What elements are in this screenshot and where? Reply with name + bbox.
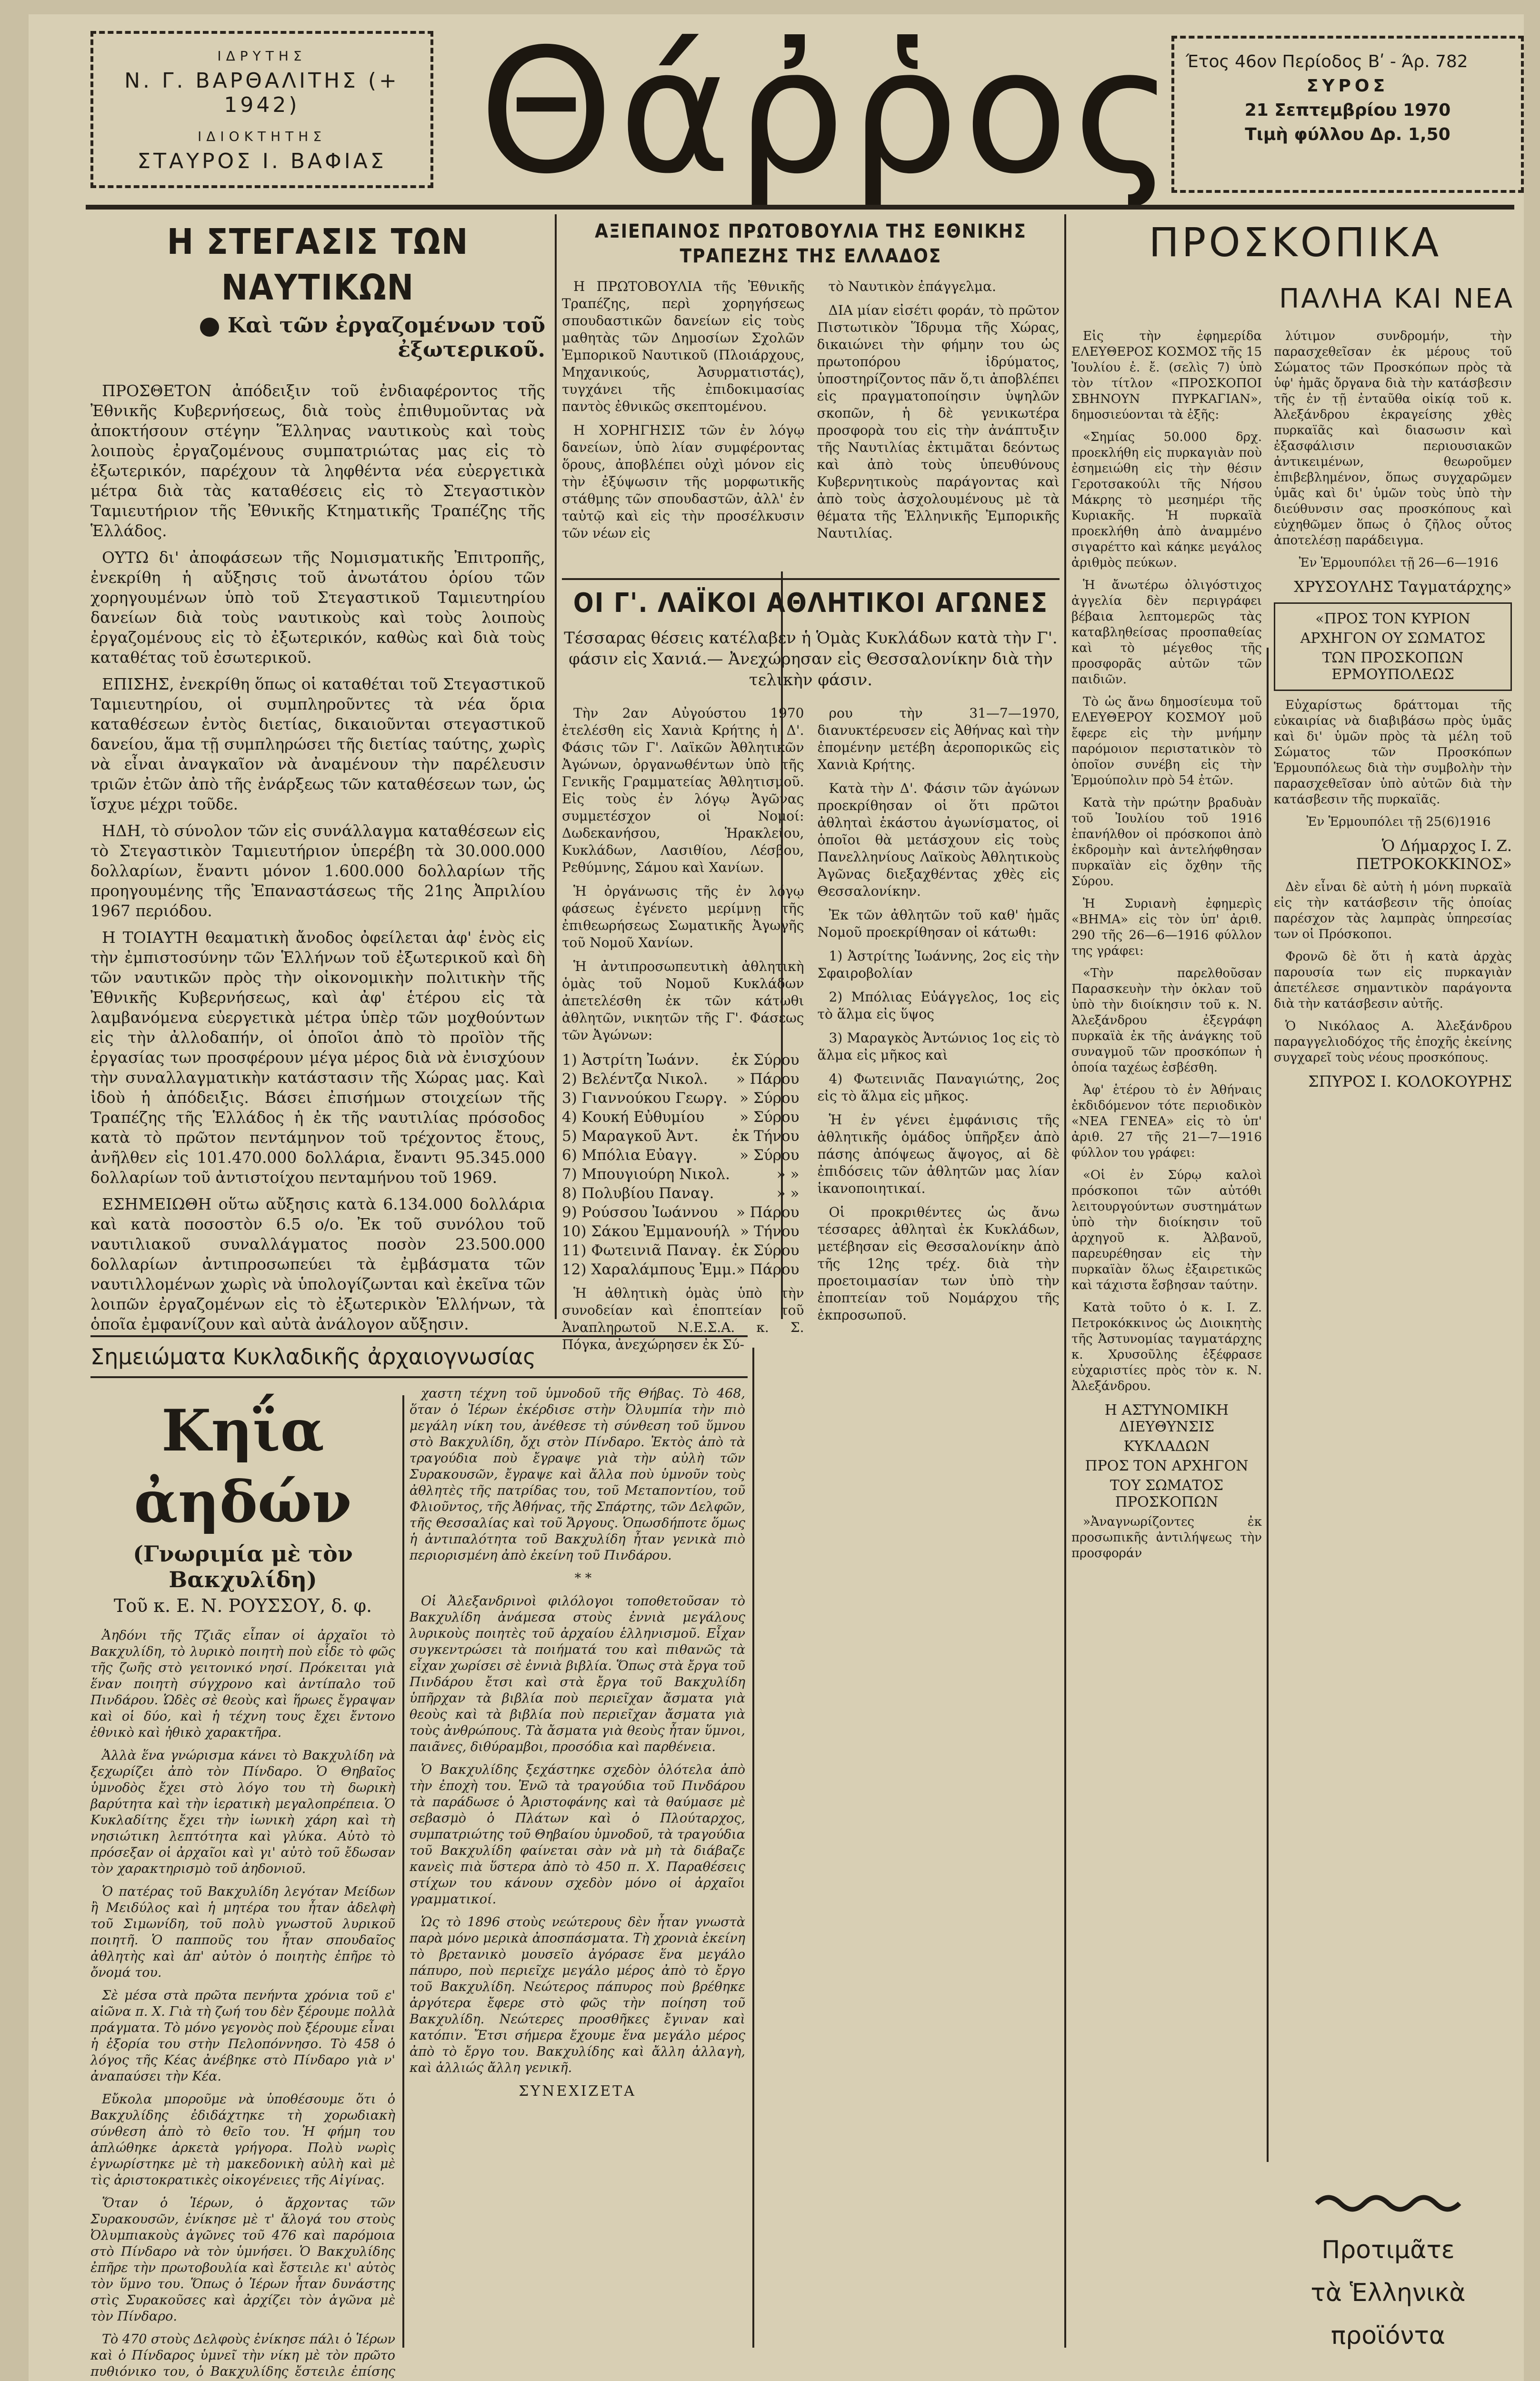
paragraph: Ὡς τὸ 1896 στοὺς νεώτερους δὲν ἦταν γνωστὰ παρὰ μόνο μερικὰ ἀποσπάσματα. Τὴ χρονιὰ ἐκείνη τὸ βρετανικὸ μουσεῖο ἀγόρασε ἕνα μεγάλο πάπυρο, ποὺ περιεῖχε μεγάλο μέρος ἀπὸ τὸ ἔργο τοῦ Βακχυλίδη. Νεώτερος πάπυρος ποὺ βρέθηκε ἀργότερα ἔφερε στὸ φῶς τὴν ποίηση τοῦ Βακχυλίδη. Νεώτερες προσθῆκες ἔγιναν καὶ κατόπιν. Ἔτσι σήμερα ἔχουμε ἕνα μεγάλο μέρος ἀπὸ τὸ ἔργο του. Βακχυλίδης καὶ ἄλλη ἀλλαγὴ, καὶ ἀλλιώς ἄλλη γενικῆ. [410, 1915, 745, 2075]
bullet-icon [200, 318, 219, 337]
promo-line: προϊόντα [1330, 2321, 1446, 2350]
paragraph: «Σημίας 50.000 δρχ. προεκλήθη εἰς πυρκαγιὰν ποὺ ἐσημειώθη εἰς τὴν θέσιν Γεροτσακούλι τῆς Νήσου Μάκρης τὸ μεσημέρι τῆς Κυριακῆς. Ἡ πυρκαϊὰ προεκλήθη ἀπὸ ἀναμμένο σιγαρέττο καὶ κάηκε μεγάλος ἀριθμὸς πεύκων. [1071, 430, 1262, 570]
column-divider [1064, 214, 1066, 2348]
column-divider [752, 1348, 754, 2348]
paragraph: Ὅταν ὁ Ἱέρων, ὁ ἄρχοντας τῶν Συρακουσῶν, ἐνίκησε μὲ τ' ἄλογά του στοὺς Ὀλυμπιακοὺς ἀγῶνες τοῦ 476 καὶ παρόμοια στὸ Πίνδαρο νὰ τὸν ὑμνήσει. Ὁ Βακχυλίδης ἐπῆρε τὴν πρωτοβουλία καὶ ἔστειλε κι' αὐτὸς τὸν ὕμνο του. Ὅπως ὁ Ἱέρων ἦταν δυνάστης στὶς Συρακοῦσες καὶ ἀρχίζει τὸν ἀγῶνα μὲ τὸν Πίνδαρο. [90, 2196, 395, 2324]
article-column [562, 705, 804, 1360]
list-item: 3) Γιαννούκου Γεωργ. » Σύρου [562, 1090, 800, 1107]
founder-name: Ν. Γ. ΒΑΡΘΑΛΙΤΗΣ (+ 1942) [124, 69, 400, 117]
promo-line: τὰ Ἑλληνικὰ [1310, 2279, 1466, 2307]
dateline: Ἐν Ἑρμουπόλει τῇ 25(6)1916 [1306, 815, 1491, 829]
owner-name: ΣΤΑΥΡΟΣ Ι. ΒΑΦΙΑΣ [137, 149, 387, 173]
issue-info-box [1171, 36, 1524, 193]
paragraph: τὸ Ναυτικὸν ἐπάγγελμα. [828, 279, 996, 294]
paragraph: ΕΠΙΣΗΣ, ἐνεκρίθη ὅπως οἱ καταθέται τοῦ Στεγαστικοῦ Ταμιευτηρίου, οἱ συμπληροῦντες τὰ νέα ὅρια καταθέσεων ἐντὸς διετίας, δικαιοῦνται στεγαστικοῦ δανείου, ἅμα τῇ συμπληρώσει τῆς διετίας ταύτης, χωρὶς νὰ εἶναι ἀναγκαῖον νὰ ἀναμένουν τὴν παρέλευσιν τριῶν ἐτῶν ἀπὸ τῆς ἐνάρξεως τῶν καταθέσεων των, ὡς ἴσχυε μέχρι τοῦδε. [90, 675, 545, 813]
article-subhead: ΠΑΛΗΑ ΚΑΙ ΝΕΑ [1279, 283, 1514, 314]
paragraph: Ἡ ἐν γένει ἐμφάνισις τῆς ἀθλητικῆς ὁμάδος ὑπῆρξεν ἀπὸ πάσης ἀπόψεως ἄψογος, αἱ δὲ ἐπιδόσεις τῶν ἀθλητῶν μας λίαν ἱκανοποιητικαί. [817, 1112, 1060, 1196]
article-column [817, 278, 1060, 549]
article-subhead: (Γνωριμία μὲ τὸν Βακχυλίδη) [133, 1541, 353, 1592]
paragraph: Οἱ προκριθέντες ὡς ἄνω τέσσαρες ἀθληταὶ ἐκ Κυκλάδων, μετέβησαν εἰς Θεσσαλονίκην ἀπὸ τῆς 12ης τρέχ. διὰ τὴν προετοιμασίαν των ὑπὸ τὴν ἐποπτείαν τοῦ Νομάρχου τῆς ἐκπροσωποῦ. [817, 1204, 1060, 1323]
athlete-list [562, 1050, 804, 1279]
article-athletic-games [562, 571, 1060, 1352]
list-item: 4) Φωτεινιᾶς Παναγιώτης, 2ος εἰς τὸ ἅλμα εἰς μῆκος. [817, 1071, 1060, 1104]
list-item: 8) Πολυβίου Παναγ. » » [562, 1185, 800, 1202]
signatory: ΣΠΥΡΟΣ Ι. ΚΟΛΟΚΟΥΡΗΣ [1308, 1072, 1512, 1090]
article-headline: Κηΐα ἀηδών [134, 1397, 352, 1536]
paragraph: ΠΡΟΣΘΕΤΟΝ ἀπόδειξιν τοῦ ἐνδιαφέροντος τῆς Ἐθνικῆς Κυβερνήσεως, διὰ τοὺς ἐπιθυμοῦντας νὰ ἀποκτήσουν στέγην Ἕλληνας ναυτικοὺς καὶ τοὺς λοιποὺς ἐργαζομένους συμπατριώτας μας εἰς τὸ ἐξωτερικόν, παρέχουν τὰ ληφθέντα νέα εὐεργετικὰ μέτρα διὰ τὰς καταθέσεις εἰς τὸ Στεγαστικὸν Ταμιευτήριον τῆς Ἐθνικῆς Κτηματικῆς Τραπέζης τῆς Ἑλλάδος. [90, 381, 545, 540]
paragraph: ΕΣΗΜΕΙΩΘΗ οὕτω αὔξησις κατὰ 6.134.000 δολλάρια καὶ κατὰ ποσοστὸν 6.5 ο/ο. Ἐκ τοῦ συνόλου τοῦ ναυτιλιακοῦ συναλλάγματος ποσὸν 23.500.000 δολλαρίων ἀντιπροσωπεύει τὰ ἐμβάσματα τῶν ναυτιλλομένων χωρὶς νὰ ὑπολογίζωνται καὶ ἐκεῖνα τῶν λοιπῶν ἐργαζομένων εἰς τὸ ἐξωτερικὸν Ἑλλήνων, τὰ ὁποῖα ἐμφανίζουν καὶ αὐτὰ ἀνάλογον αὔξησιν. [90, 1195, 545, 1333]
paragraph: Τὴν 2αν Αὐγούστου 1970 ἐτελέσθη εἰς Χανιὰ Κρήτης ἡ Δ'. Φάσις τῶν Γ'. Λαϊκῶν Ἀθλητικῶν Ἀγώνων, ὀργανωθέντων ὑπὸ τῆς Γενικῆς Γραμματείας Ἀθλητισμοῦ. Εἰς τοὺς ἐν λόγῳ Ἀγῶνας συμμετέσχον οἱ Νομοί: Δωδεκανήσου, Ἡρακλείου, Κυκλάδων, Λασιθίου, Λέσβου, Ρεθύμνης, Σάμου καὶ Χανίων. [562, 705, 804, 875]
article-headline: ΑΞΙΕΠΑΙΝΟΣ ΠΡΩΤΟΒΟΥΛΙΑ ΤΗΣ ΕΘΝΙΚΗΣ ΤΡΑΠΕΖΗΣ ΤΗΣ ΕΛΛΑΔΟΣ [595, 220, 1027, 267]
promo-box [1271, 2186, 1505, 2367]
paragraph: Δὲν εἶναι δὲ αὐτὴ ἡ μόνη πυρκαϊὰ εἰς τὴν κατάσβεσιν τῆς ὁποίας παρέσχον τὰς λαμπρὰς ὑπηρεσίας των οἱ Πρόσκοποι. [1274, 880, 1512, 941]
article-column [818, 705, 1060, 1360]
paragraph: «Τὴν παρελθοῦσαν Παρασκευὴν τὴν ὀκλαν τοῦ ὑπὸ τὴν διοίκησιν τοῦ κ. Ν. Ἀλεξάνδρου ἐξεγράφη πυρκαϊὰ ἐκ τῆς ἀνάγκης τοῦ συναγμοῦ τῶν προσκόπων ἡ ὁποία ταχέως ἐσβέσθη. [1071, 966, 1262, 1075]
article-scouting-header [1071, 219, 1519, 286]
paragraph: Φρονῶ δὲ ὅτι ἡ κατὰ ἀρχὰς παρουσία των εἰς πυρκαγιὰν ἀπετέλεσε σημαντικὸν παράγοντα διὰ τὴν κατάσβεσιν αὐτῆς. [1274, 950, 1512, 1011]
paragraph: Ἡ ἀθλητικὴ ὁμὰς ὑπὸ τὴν συνοδείαν καὶ ἐποπτείαν τοῦ Ἀναπληρωτοῦ Ν.Ε.Σ.Α. κ. Σ. Πόγκα, ἀνεχώρησεν ἐκ Σύ- [562, 1285, 804, 1352]
paragraph: λύτιμον συνδρομήν, τὴν παρασχεθεῖσαν ἐκ μέρους τοῦ Σώματος τῶν Προσκόπων πρὸς τὰ ὑφ' ἡμᾶς ὄργανα διὰ τὴν κατάσβεσιν τῆς ἐν τῇ ἐνταῦθα οἰκίᾳ τοῦ κ. Ἀλεξάνδρου ἐκραγείσης χθὲς πυρκαϊᾶς καὶ διασωσιν καὶ ἐξασφάλισιν περιουσιακῶν ἀντικειμένων, θεωροῦμεν ἐπιβεβλημένον, ὅπως συγχαρῶμεν ὑμᾶς καὶ δι' ὑμῶν τοὺς ὑπὸ τὴν διεύθυνσιν σας προσκόπους καὶ εὐχηθῶμεν ὅπως ὁ ζῆλος οὗτος ἀποτελέσῃ παράδειγμα. [1274, 329, 1512, 548]
list-item: 3) Μαραγκὸς Ἀντώνιος 1ος εἰς τὸ ἅλμα εἰς μῆκος καὶ [817, 1030, 1060, 1063]
letter-heading: «ΠΡΟΣ ΤΟΝ ΚΥΡΙΟΝ ΑΡΧΗΓΟΝ ΟΥ ΣΩΜΑΤΟΣ ΤΩΝ ΠΡΟΣΚΟΠΩΝ ΕΡΜΟΥΠΟΛΕΩΣ [1274, 602, 1512, 691]
paragraph: ΗΔΗ, τὸ σύνολον τῶν εἰς συνάλλαγμα καταθέσεων εἰς τὸ Στεγαστικὸν Ταμιευτήριον ὑπερέβη τὰ 30.000.000 δολλαρίων, ἔναντι μόνον 1.600.000 δολλαρίων τῆς προηγουμένης τῆς Ἐπαναστάσεως τῆς 21ης Ἀπριλίου 1967 περιόδου. [90, 821, 545, 920]
paragraph: Ὁ Νικόλαος Α. Ἀλεξάνδρου παραγγελιοδόχος τῆς ἐποχῆς ἐκείνης συγχαρεῖ τοὺς νέους προσκόπους. [1274, 1019, 1512, 1065]
list-item: 4) Κουκή Εὐθυμίου » Σύρου [562, 1109, 800, 1126]
article-sailors-housing [90, 219, 545, 1333]
article-bank-initiative [562, 219, 1060, 562]
column-divider [555, 214, 557, 1319]
paragraph: Ἡ ἀντιπροσωπευτικὴ ἀθλητικὴ ὁμὰς τοῦ Νομοῦ Κυκλάδων ἀπετελέσθη ἐκ τῶν κάτωθι ἀθλητῶν, νικητῶν τῆς Γ'. Φάσεως τῶν Ἀγώνων: [562, 959, 804, 1043]
paragraph: Ἀηδόνι τῆς Τζιᾶς εἶπαν οἱ ἀρχαῖοι τὸ Βακχυλίδη, τὸ λυρικὸ ποιητὴ ποὺ εἶδε τὸ φῶς τῆς ζωῆς στὸ γειτονικό νησί. Πρόκειται γιὰ ἕναν ποιητὴ σύγχρονο καὶ ἀντίπαλο τοῦ Πινδάρου. Ὡδὲς σὲ θεοὺς καὶ ἥρωες ἔγραψαν καὶ οἱ δύο, καὶ ἡ τέχνη τους ἔχει ἔντονο ἐθνικὸ καὶ ἠθικὸ χαρακτῆρα. [90, 1628, 395, 1740]
paragraph: Εὐχαρίστως δράττομαι τῆς εὐκαιρίας νὰ διαβιβάσω πρὸς ὑμᾶς καὶ δι' ὑμῶν πρὸς τὰ μέλη τοῦ Σώματος τῶν Προσκόπων Ἑρμουπόλεως διὰ τὴν συμβολὴν τὴν παρασχεθεῖσαν ὑπὸ αὐτῶν διὰ τὴν κατάσβεσιν τῆς πυρκαϊᾶς. [1274, 698, 1512, 807]
paragraph: Ἀλλὰ ἕνα γνώρισμα κάνει τὸ Βακχυλίδη νὰ ξεχωρίζει ἀπὸ τὸν Πίνδαρο. Ὁ Θηβαῖος ὑμνοδὸς ἔχει στὸ λόγο του τὴ δωρικὴ βαρύτητα καὶ τὴν ἱερατικὴ μεγαλοπρέπεια. Ὁ Κυκλαδίτης ἔχει τὴν ἰωνικὴ χάρη καὶ τὴ νησιώτικη λεπτότητα καὶ γλύκα. Αὐτὸ τὸ πρόσεξαν οἱ ἀρχαῖοι καὶ γι' αὐτὸ τοῦ ἔδωσαν τὸν χαρακτηρισμὸ τοῦ ἀηδονιοῦ. [90, 1748, 395, 1876]
article-subhead: Τέσσαρας θέσεις κατέλαβεν ἡ Ὁμὰς Κυκλάδων κατὰ τὴν Γ'. φάσιν εἰς Χανιά.— Ἀνεχώρησαν εἰς Θεσσαλονίκην διὰ τὴν τελικὴν φάσιν. [564, 629, 1058, 690]
paragraph: Ἡ ἄνωτέρω ὀλιγόστιχος ἀγγελία δὲν περιγράφει βέβαια λεπτομερῶς τὰς καταβληθείσας προσπαθείας καὶ τὸ μέγεθος τῆς προσφορᾶς αὐτῶν τῶν παιδιῶν. [1071, 578, 1262, 687]
newspaper-title: Θάῤῥος [479, 12, 1179, 211]
place: ΣΥΡΟΣ [1306, 76, 1389, 96]
paragraph: »Ἀναγνωρίζοντες ἐκ προσωπικῆς ἀντιλήψεως τὴν προσφοράν [1071, 1515, 1262, 1561]
column-divider [402, 1395, 404, 2348]
year-line: Έτος 46ον Περίοδος Βʹ - Άρ. 782 [1186, 52, 1468, 71]
paragraph: Κατὰ τοῦτο ὁ κ. Ι. Ζ. Πετροκόκκινος ὡς Διοικητὴς τῆς Ἀστυνομίας ταγματάρχης κ. Χρυσοῦλης ἐξέφρασε εὐχαριστίες πρὸς τὸν κ. Ν. Ἀλεξάνδρου. [1071, 1301, 1262, 1393]
section-label: Σημειώματα Κυκλαδικῆς ἀρχαιογνωσίας [90, 1344, 536, 1370]
wave-ornament-icon [1317, 2191, 1460, 2215]
promo-line: Προτιμᾶτε [1321, 2236, 1455, 2264]
article-column [562, 278, 805, 549]
paragraph: ρου τὴν 31—7—1970, διανυκτέρευσεν εἰς Ἀθήνας καὶ τὴν ἐπομένην μετέβη ἀεροπορικῶς εἰς Χανιὰ Κρήτης. [817, 705, 1060, 772]
paragraph: Ὁ Βακχυλίδης ξεχάστηκε σχεδὸν ὁλότελα ἀπὸ τὴν ἐποχὴ του. Ἐνῶ τὰ τραγούδια τοῦ Πινδάρου τὰ παράδωσε ὁ Ἀριστοφάνης καὶ τὰ θαύμασε μὲ σεβασμὸ ὁ Πλάτων καὶ ὁ Πλούταρχος, συμπατριώτης τοῦ Θηβαίου ὑμνοδοῦ, τὰ τραγούδια τοῦ Βακχυλίδη φαίνεται σὰν νὰ μὴ τὰ διάβαζε κανεὶς πιὰ ὕστερα ἀπὸ τὸ 450 π. Χ. Παραθέσεις στίχων του κάνουν σχεδὸν μόνο οἱ ἀρχαῖοι γραμματικοί. [410, 1762, 745, 1907]
continued-label: ΣΥΝΕΧΙΖΕΤΑ [519, 2083, 636, 2100]
article-kicker: Καὶ τῶν ἐργαζομένων τοῦ ἐξωτερικοῦ. [90, 313, 545, 362]
founder-box [90, 31, 433, 188]
dateline: Ἐν Ἑρμουπόλει τῇ 26—6—1916 [1299, 556, 1499, 570]
list-item: 2) Μπόλιας Εὐάγγελος, 1ος εἰς τὸ ἅλμα εἰς ὕψος [817, 989, 1060, 1022]
paragraph: Τὸ ὡς ἄνω δημοσίευμα τοῦ ΕΛΕΥΘΕΡΟΥ ΚΟΣΜΟΥ μοῦ ἔφερε εἰς τὴν μνήμην παρόμοιον περιστατικὸν τὸ ὁποῖον συνέβη εἰς τὴν Ἑρμούπολιν πρὸ 54 ἐτῶν. [1071, 695, 1262, 788]
issue-date: 21 Σεπτεμβρίου 1970 [1244, 100, 1451, 120]
paragraph: Ἡ Συριανὴ ἐφημερὶς «ΒΗΜΑ» εἰς τὸν ὑπ' ἀριθ. 290 τῆς 26—6—1916 φύλλον της γράφει: [1071, 897, 1262, 958]
article-body [90, 381, 545, 1334]
paragraph: Ὁ πατέρας τοῦ Βακχυλίδη λεγόταν Μείδων ἢ Μειδύλος καὶ ἡ μητέρα του ἦταν ἀδελφὴ τοῦ Σιμωνίδη, τοῦ πολὺ γνωστοῦ λυρικοῦ ποιητῆ. Ὁ παπποῦς του ἦταν σπουδαῖος ἀθλητὴς καὶ ἀπ' αὐτὸν ὁ ποιητὴς ἐπῆρε τὸ ὄνομά του. [90, 1884, 395, 1980]
article-scouting-column [1274, 329, 1512, 2167]
paragraph: Η ΤΟΙΑΥΤΗ θεαματικὴ ἄνοδος ὀφείλεται ἀφ' ἑνὸς εἰς τὴν ἐμπιστοσύνην τῶν Ἑλλήνων τοῦ ἐξωτερικοῦ καὶ δὴ τῶν ναυτικῶν πρὸς τὴν οἰκονομικὴν πολιτικὴν τῆς Ἐθνικῆς Κυβερνήσεως, καὶ ἀφ' ἑτέρου εἰς τὰ λαμβανόμενα εὐεργετικὰ μέτρα ὑπὲρ τῶν μοχθούντων εἰς τὴν ἀλλοδαπήν, οἱ ὁποῖοι ἀπὸ τὸ προϊὸν τῆς ἐργασίας των προσφέρουν μέγα μέρος διὰ νὰ ἐνισχύουν τὴν συναλλαγματικὴν κατάστασιν τῆς Χώρας μας. Καὶ ἰδοὺ ἡ ἀπόδειξις. Βάσει ἐπισήμων στοιχείων τῆς Τραπέζης τῆς Ἑλλάδος ἡ ἐκ τῆς ναυτιλίας πρόσοδος κατὰ τὸ πρῶτον πεντάμηνον τοῦ τρέχοντος ἔτους, ἀνῆλθεν εἰς 101.470.000 δολλάρια, ἔναντι 95.345.000 δολλαρίων τοῦ ἀντιστοίχου πενταμήνου τοῦ 1969. [90, 928, 545, 1187]
paragraph: ΟΥΤΩ δι' ἀποφάσεων τῆς Νομισματικῆς Ἐπιτροπῆς, ἐνεκρίθη ἡ αὔξησις τοῦ ἀνωτάτου ὁρίου τῶν χορηγουμένων ὑπὸ τοῦ Στεγαστικοῦ Ταμιευτηρίου δανείων διὰ τοὺς ναυτικοὺς καὶ τοὺς λοιποὺς ἐργαζομένους εἰς τὸ ἐξωτερικόν, καθὼς καὶ διὰ τοὺς καταθέτας τοῦ ἐσωτερικοῦ. [90, 548, 545, 667]
article-bacchylides-col2 [410, 1386, 745, 2352]
signatory: Ὁ Δήμαρχος Ι. Ζ. ΠΕΤΡΟΚΟΚΚΙΝΟΣ» [1356, 837, 1512, 873]
article-scouting-column [1071, 329, 1262, 2352]
list-item: 9) Ρούσσου Ἰωάννου » Πάρου [562, 1204, 800, 1221]
paragraph: Σὲ μέσα στὰ πρῶτα πενήντα χρόνια τοῦ ε' αἰῶνα π. Χ. Γιὰ τὴ ζωή του δὲν ξέρουμε πολλὰ πράγματα. Τὸ μόνο γεγονὸς ποὺ ξέρουμε εἶναι ἡ ἐξορία του στὴν Πελοπόννησο. Τὸ 458 ὁ λόγος τῆς Κέας ἀνέβηκε στὸ Πίνδαρο γιὰ ν' ἀναπαύσει τὴν Κέα. [90, 1988, 395, 2084]
owner-label: ΙΔΙΟΚΤΗΤΗΣ [197, 129, 327, 144]
masthead-rule [86, 205, 1514, 210]
list-item: 12) Χαραλάμπους Ἐμμ. » Πάρου [562, 1261, 800, 1278]
article-bacchylides-col1 [90, 1395, 395, 2379]
paragraph: Εἰς τὴν ἐφημερίδα ΕΛΕΥΘΕΡΟΣ ΚΟΣΜΟΣ τῆς 15 Ἰουλίου ἐ. ἔ. (σελὶς 7) ὑπὸ τὸν τίτλον «ΠΡΟΣΚΟΠΟΙ ΣΒΗΝΟΥΝ ΠΥΡΚΑΓΙΑΝ», δημοσιεύονται τὰ ἑξῆς: [1071, 329, 1262, 422]
paragraph: Ἀφ' ἑτέρου τὸ ἐν Ἀθήναις ἐκδιδόμενον τότε περιοδικὸν «ΝΕΑ ΓΕΝΕΑ» εἰς τὸ ὑπ' ἀριθ. 27 τῆς 21—7—1916 φύλλον του γράφει: [1071, 1083, 1262, 1160]
article-headline: ΠΡΟΣΚΟΠΙΚΑ [1149, 219, 1442, 266]
issue-price: Τιμὴ φύλλου Δρ. 1,50 [1245, 125, 1450, 144]
list-item: 1) Ἀστρίτη Ἰωάνν. ἐκ Σύρου [562, 1051, 800, 1069]
paragraph: Η ΠΡΩΤΟΒΟΥΛΙΑ τῆς Ἐθνικῆς Τραπέζης, περὶ χορηγήσεως σπουδαστικῶν δανείων εἰς τοὺς μαθητὰς τῶν Δημοσίων Σχολῶν Ἐμπορικοῦ Ναυτικοῦ (Πλοιάρχους, Μηχανικούς, Ἀσυρματιστάς), τυγχάνει τῆς ἐπιδοκιμασίας παντὸς ἐθνικῶς σκεπτομένου. [562, 279, 805, 414]
paragraph: ΔΙΑ μίαν εἰσέτι φοράν, τὸ πρῶτον Πιστωτικὸν Ἵδρυμα τῆς Χώρας, δικαιώνει τὴν φήμην του ὡς πρωτοπόρου ἱδρύματος, ὑποστηρίζοντος πᾶν ὅ,τι ἀποβλέπει εἰς πραγματοποίησιν ὑψηλῶν σκοπῶν, ἡ δὲ γενικωτέρα προσφορὰ του εἰς τὴν ἀνάπτυξιν τῆς Ναυτιλίας ἐκτιμᾶται δεόντως καὶ ἀπὸ τοὺς ὑπευθύνους Κυβερνητικοὺς παράγοντας καὶ ἀπὸ τοὺς ἀσχολουμένους μὲ τὰ θέματα τῆς Ἑλληνικῆς Ἐμπορικῆς Ναυτιλίας. [817, 302, 1060, 541]
list-item: 6) Μπόλια Εὐαγγ. » Σύρου [562, 1147, 800, 1164]
list-item: 11) Φωτεινιᾶ Παναγ. ἐκ Σύρου [562, 1242, 800, 1259]
paragraph: Η ΧΟΡΗΓΗΣΙΣ τῶν ἐν λόγῳ δανείων, ὑπὸ λίαν συμφέροντας ὅρους, ἀποβλέπει οὐχὶ μόνον εἰς τὴν ἐξύψωσιν τῆς μορφωτικῆς στάθμης τῶν σπουδαστῶν, ἀλλ' ἐν ταὐτῷ καὶ εἰς τὴν προσέλκυσιν τῶν νέων εἰς [562, 422, 805, 541]
paragraph: Κατὰ τὴν πρώτην βραδυὰν τοῦ Ἰουλίου τοῦ 1916 ἐπανήλθον οἱ πρόσκοποι ἀπὸ ἐκδρομὴν καὶ ἀντελήφθησαν πυρκαϊὰν εἰς ὄχθην τῆς Σύρου. [1071, 796, 1262, 889]
police-heading: Η ΑΣΤΥΝΟΜΙΚΗ ΔΙΕΥΘΥΝΣΙΣ ΚΥΚΛΑΔΩΝ ΠΡΟΣ ΤΟΝ ΑΡΧΗΓΟΝ ΤΟΥ ΣΩΜΑΤΟΣ ΠΡΟΣΚΟΠΩΝ [1085, 1402, 1249, 1511]
founder-label: ΙΔΡΥΤΗΣ [217, 48, 307, 64]
list-item: 7) Μπουγιούρη Νικολ. » » [562, 1166, 800, 1183]
list-item: 5) Μαραγκοῦ Ἀντ. ἐκ Τήνου [562, 1128, 800, 1145]
paragraph: «Οἱ ἐν Σύρῳ καλοὶ πρόσκοποι τῶν αὐτόθι λειτουργούντων συστημάτων ὑπὸ τὴν διοίκησιν τοῦ ἀρχηγοῦ κ. Ἀλβανοῦ, παρευρέθησαν εἰς τὴν πυρκαϊὰν ὅλως ἐξαιρετικῶς καὶ τάχιστα ἔσβησαν ταύτην. [1071, 1168, 1262, 1292]
paragraph: Εὔκολα μποροῦμε νὰ ὑποθέσουμε ὅτι ὁ Βακχυλίδης ἐδιδάχτηκε τὴ χορωδιακὴ σύνθεση ἀπὸ τὸ θεῖο του. Ἡ φήμη του ἁπλώθηκε ἀρκετὰ γρήγορα. Πολὺ νωρὶς ἐγνωρίστηκε μὲ τὴ μακεδονικὴ αὐλὴ καὶ μὲ τὶς ἀριστοκρατικὲς οἰκογένειες τῆς Αἰγίνας. [90, 2092, 395, 2188]
newspaper-page [29, 14, 1524, 2381]
article-byline: Τοῦ κ. Ε. Ν. ΡΟΥΣΣΟΥ, δ. φ. [113, 1595, 372, 1616]
list-item: 10) Σάκου Ἐμμανουήλ » Τήνου [562, 1223, 800, 1240]
signatory: ΧΡΥΣΟΥΛΗΣ Ταγματάρχης» [1294, 578, 1512, 596]
article-scouting-subheader [1071, 283, 1519, 321]
article-headline: Η ΣΤΕΓΑΣΙΣ ΤΩΝ ΝΑΥΤΙΚΩΝ [167, 221, 469, 308]
paragraph: Ἐκ τῶν ἀθλητῶν τοῦ καθ' ἡμᾶς Νομοῦ προεκρίθησαν οἱ κάτωθι: [817, 907, 1060, 940]
separator: * * [574, 1571, 592, 1586]
paragraph: χαστη τέχνη τοῦ ὑμνοδοῦ τῆς Θήβας. Τὸ 468, ὅταν ὁ Ἱέρων ἐκέρδισε στὴν Ὀλυμπία τὴν πιὸ μεγάλη νίκη του, ἀνέθεσε τὴ σύνθεση τοῦ ὕμνου στὸ Βακχυλίδη, ὄχι στὸν Πίνδαρο. Ἐκτὸς ἀπὸ τὰ τραγούδια ποὺ ἔγραψε γιὰ τὴν αὐλὴ τῶν Συρακουσῶν, ἔγραψε καὶ ἄλλα ποὺ ὑμνοῦν τοὺς ἀθλητὲς τῆς πατρίδας του, τοῦ Μεταποντίου, τοῦ Φλιοῦντος, τῆς Ἀθήνας, τῆς Σπάρτης, τῶν Δελφῶν, τῆς Θεσσαλίας καὶ τοῦ Ἄργους. Ὁπωσδήποτε ὅμως ἡ ἀντιπαλότητα τοῦ Βακχυλίδη ἦταν γενικὰ πιὸ περιορισμένη ἀπὸ ἐκείνη τοῦ Πινδάρου. [410, 1386, 745, 1563]
paragraph: Κατὰ τὴν Δ'. Φάσιν τῶν ἀγώνων προεκρίθησαν οἱ ὅτι πρῶτοι ἀθληταὶ ἑκάστου ἀγωνίσματος, οἱ ὁποῖοι θὰ μετάσχουν εἰς τοὺς Πανελληνίους Λαϊκοὺς Ἀθλητικοὺς Ἀγῶνας διεξαχθέντας χθὲς εἰς Θεσσαλονίκην. [817, 780, 1060, 899]
paragraph: Ἡ ὀργάνωσις τῆς ἐν λόγῳ φάσεως ἐγένετο μερίμνῃ τῆς ἐπιθεωρήσεως Σωματικῆς Ἀγωγῆς τοῦ Νομοῦ Χανίων. [562, 883, 804, 950]
divider [562, 578, 1060, 580]
paragraph: Οἱ Ἀλεξανδρινοὶ φιλόλογοι τοποθετοῦσαν τὸ Βακχυλίδη ἀνάμεσα στοὺς ἐννιὰ μεγάλους λυρικοὺς ποιητὲς τοῦ ἀρχαίου ἑλληνισμοῦ. Εἶχαν συγκεντρώσει τὰ ποιήματά του καὶ πιθανῶς τὰ εἶχαν χωρίσει σὲ ἐννιὰ βιβλία. Ὅπως στὰ ἔργα τοῦ Πινδάρου ἔτσι καὶ στὰ ἔργα τοῦ Βακχυλίδη ὑπῆρχαν τὰ βιβλία ποὺ περιεῖχαν ἄσματα γιὰ θεοὺς καὶ τὰ βιβλία ποὺ περιεῖχαν ἄσματα γιὰ τοὺς ἀνθρώπους. Τὰ ἄσματα γιὰ θεοὺς ἦταν ὕμνοι, παιᾶνες, διθύραμβοι, προσόδια καὶ παρθένεια. [410, 1594, 745, 1754]
paragraph: Τὸ 470 στοὺς Δελφοὺς ἐνίκησε πάλι ὁ Ἱέρων καὶ ὁ Πίνδαρος ὑμνεῖ τὴν νίκη μὲ τὸν πρῶτο πυθιόνικο του, ὁ Βακχυλίδης ἔστειλε ἐπίσης [90, 2332, 395, 2379]
divider [90, 1376, 748, 1378]
list-item: 1) Ἀστρίτης Ἰωάννης, 2ος εἰς τὴν Σφαιροβολίαν [817, 948, 1060, 981]
list-item: 2) Βελέντζα Νικολ. » Πάρου [562, 1070, 800, 1088]
article-headline: ΟΙ Γ'. ΛΑΪΚΟΙ ΑΘΛΗΤΙΚΟΙ ΑΓΩΝΕΣ [573, 588, 1049, 619]
divider [90, 1335, 748, 1337]
column-divider [1267, 648, 1269, 2162]
